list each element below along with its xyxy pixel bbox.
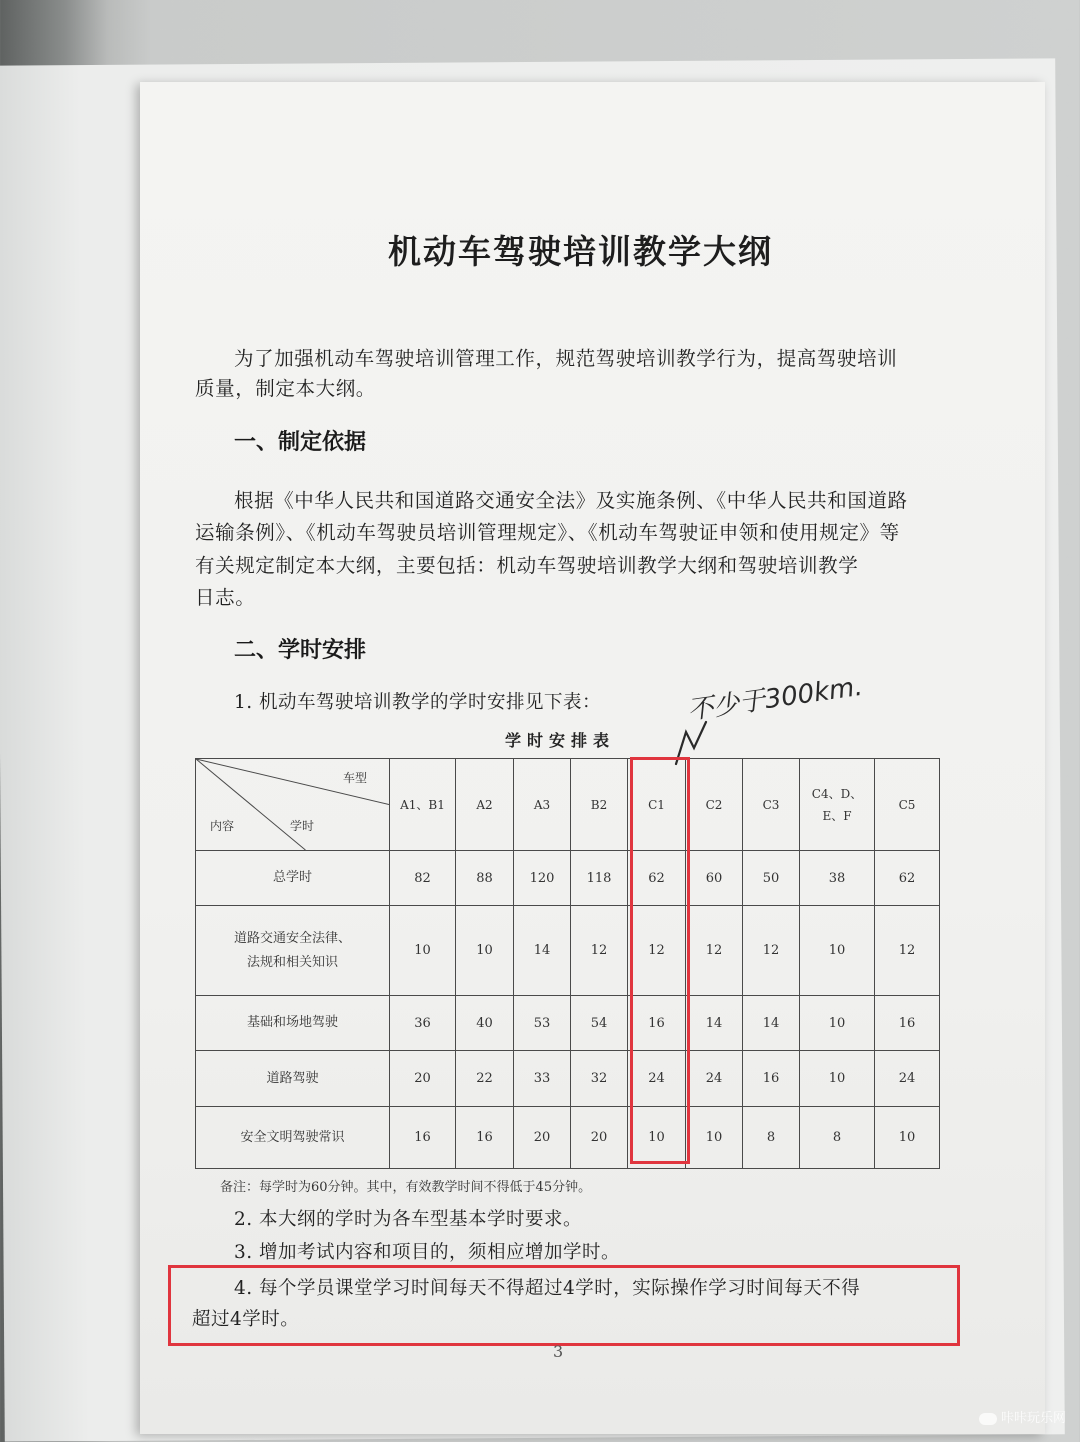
section-1-line-2: 运输条例》、《机动车驾驶员培训管理规定》、《机动车驾驶证申领和使用规定》等 xyxy=(195,521,900,544)
table-cell: 40 xyxy=(456,996,514,1051)
table-cell: 54 xyxy=(571,996,628,1051)
section-1-line-4: 日志。 xyxy=(195,586,256,609)
section-2-heading: 二、学时安排 xyxy=(234,638,367,663)
section-1-line-1: 根据《中华人民共和国道路交通安全法》及实施条例、《中华人民共和国道路 xyxy=(234,489,908,512)
section-2-item-3: 3. 增加考试内容和项目的，须相应增加学时。 xyxy=(234,1242,621,1263)
table-cell: 14 xyxy=(686,996,743,1051)
table-cell: 24 xyxy=(628,1051,686,1107)
table-cell: 16 xyxy=(456,1107,514,1169)
intro-line-1: 为了加强机动车驾驶培训管理工作，规范驾驶培训教学行为，提高驾驶培训 xyxy=(234,347,898,370)
table-cell: 10 xyxy=(390,906,456,996)
corner-label-vehicle-type: 车型 xyxy=(342,771,367,785)
handwritten-note: 不少于300km. xyxy=(685,671,865,727)
table-cell: 16 xyxy=(875,996,940,1051)
table-cell: 32 xyxy=(571,1051,628,1107)
table-cell: 118 xyxy=(571,851,628,906)
row-label xyxy=(196,906,390,996)
table-cell: 8 xyxy=(800,1107,875,1169)
watermark-text: 咔咔玩乐网 xyxy=(1000,1411,1066,1426)
column-header: A1、B1 xyxy=(390,759,456,851)
table-corner-cell xyxy=(196,759,390,851)
table-cell: 62 xyxy=(875,851,940,906)
row-label: 基础和场地驾驶 xyxy=(196,996,390,1051)
row-label: 总学时 xyxy=(196,851,390,906)
table-cell: 22 xyxy=(456,1051,514,1107)
table-cell: 62 xyxy=(628,851,686,906)
table-cell: 10 xyxy=(686,1107,743,1169)
column-header: A3 xyxy=(514,759,571,851)
document-title: 机动车驾驶培训教学大纲 xyxy=(388,232,773,271)
c1-column-highlight-box xyxy=(630,757,690,1164)
column-header: C3 xyxy=(743,759,800,851)
table-header-row xyxy=(196,759,940,851)
row-label-line: 道路交通安全法律、 xyxy=(233,930,351,946)
section-1-heading: 一、制定依据 xyxy=(234,430,367,455)
item-4-highlight-box xyxy=(168,1265,960,1346)
intro-line-2: 质量，制定本大纲。 xyxy=(195,377,376,400)
table-cell: 10 xyxy=(456,906,514,996)
corner-label-content: 内容 xyxy=(210,819,235,833)
watermark xyxy=(979,1407,1066,1426)
table-cell: 14 xyxy=(514,906,571,996)
table-cell: 20 xyxy=(514,1107,571,1169)
row-label: 安全文明驾驶常识 xyxy=(196,1107,390,1169)
table-cell: 20 xyxy=(571,1107,628,1169)
table-cell: 12 xyxy=(743,906,800,996)
row-label: 道路驾驶 xyxy=(196,1051,390,1107)
table-cell: 24 xyxy=(686,1051,743,1107)
table-cell: 12 xyxy=(686,906,743,996)
table-cell: 12 xyxy=(571,906,628,996)
table-row xyxy=(196,996,940,1051)
table-note: 备注：每学时为60分钟。其中，有效教学时间不得低于45分钟。 xyxy=(220,1180,592,1195)
table-cell: 120 xyxy=(514,851,571,906)
table-cell: 10 xyxy=(875,1107,940,1169)
column-header: C4、D、E、F xyxy=(800,759,875,851)
row-label-line: 法规和相关知识 xyxy=(246,954,338,970)
table-cell: 10 xyxy=(800,1051,875,1107)
section-2-item-2: 2. 本大纲的学时为各车型基本学时要求。 xyxy=(234,1209,583,1230)
column-header: B2 xyxy=(571,759,628,851)
table-cell: 36 xyxy=(390,996,456,1051)
table-cell: 8 xyxy=(743,1107,800,1169)
table-cell: 20 xyxy=(390,1051,456,1107)
table-cell: 50 xyxy=(743,851,800,906)
section-2-item-1: 1. 机动车驾驶培训教学的学时安排见下表： xyxy=(234,692,602,713)
table-cell: 24 xyxy=(875,1051,940,1107)
table-row xyxy=(196,906,940,996)
table-cell: 16 xyxy=(390,1107,456,1169)
table-cell: 60 xyxy=(686,851,743,906)
column-header: C5 xyxy=(875,759,940,851)
table-cell: 38 xyxy=(800,851,875,906)
watermark-logo-icon xyxy=(979,1413,997,1425)
table-cell: 16 xyxy=(743,1051,800,1107)
table-cell: 10 xyxy=(800,996,875,1051)
column-header: C1 xyxy=(628,759,686,851)
table-cell: 53 xyxy=(514,996,571,1051)
hours-table xyxy=(195,758,940,1169)
table-cell: 88 xyxy=(456,851,514,906)
table-cell: 14 xyxy=(743,996,800,1051)
corner-label-hours: 学时 xyxy=(290,819,315,833)
table-cell: 10 xyxy=(628,1107,686,1169)
section-2-item-4-line-1: 4. 每个学员课堂学习时间每天不得超过4学时，实际操作学习时间每天不得 xyxy=(234,1278,861,1299)
table-cell: 82 xyxy=(390,851,456,906)
table-caption: 学时安排表 xyxy=(505,731,616,750)
page-number: 3 xyxy=(553,1342,564,1361)
section-2-item-4-line-2: 超过4学时。 xyxy=(192,1309,300,1330)
column-header: A2 xyxy=(456,759,514,851)
column-header: C2 xyxy=(686,759,743,851)
table-row xyxy=(196,851,940,906)
table-cell: 16 xyxy=(628,996,686,1051)
table-cell: 12 xyxy=(875,906,940,996)
section-1-line-3: 有关规定制定本大纲，主要包括：机动车驾驶培训教学大纲和驾驶培训教学 xyxy=(195,554,859,577)
table-cell: 10 xyxy=(800,906,875,996)
table-cell: 12 xyxy=(628,906,686,996)
table-row xyxy=(196,1051,940,1107)
table-cell: 33 xyxy=(514,1051,571,1107)
table-row xyxy=(196,1107,940,1169)
